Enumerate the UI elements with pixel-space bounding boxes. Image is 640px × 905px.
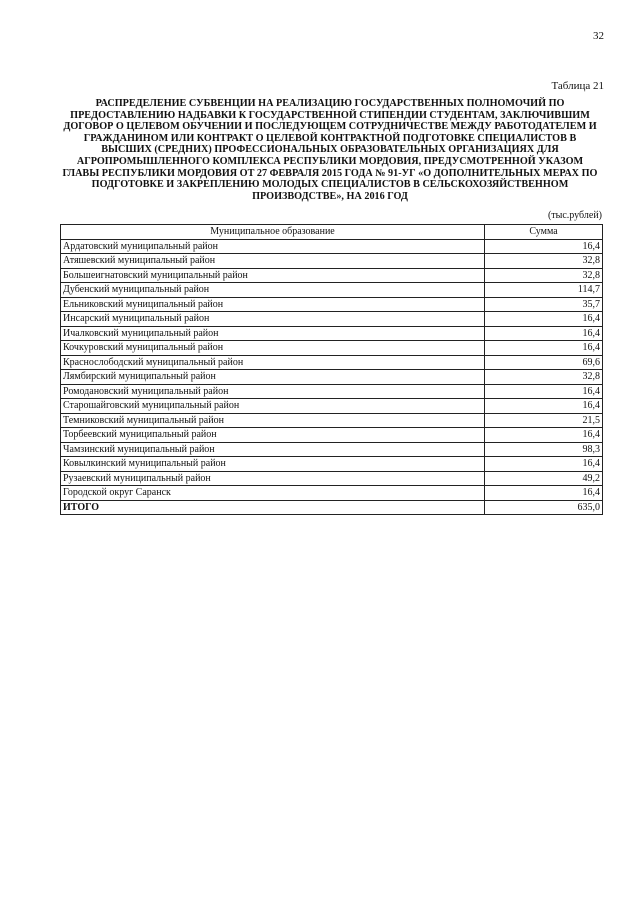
table-row xyxy=(61,268,603,283)
municipality-name: Кочкуровский муниципальный район xyxy=(61,341,485,356)
table-row xyxy=(61,283,603,298)
municipality-name: Лямбирский муниципальный район xyxy=(61,370,485,385)
total-row xyxy=(61,500,603,515)
sum-value: 69,6 xyxy=(485,355,603,370)
sum-value: 35,7 xyxy=(485,297,603,312)
table-row xyxy=(61,399,603,414)
table-row xyxy=(61,326,603,341)
sum-value: 16,4 xyxy=(485,399,603,414)
sum-value: 98,3 xyxy=(485,442,603,457)
header-sum: Сумма xyxy=(485,225,603,240)
table-row xyxy=(61,384,603,399)
table-row xyxy=(61,486,603,501)
sum-value: 16,4 xyxy=(485,384,603,399)
municipality-name: Ромодановский муниципальный район xyxy=(61,384,485,399)
municipality-name: Краснослободский муниципальный район xyxy=(61,355,485,370)
table-row xyxy=(61,428,603,443)
municipality-name: Ковылкинский муниципальный район xyxy=(61,457,485,472)
municipality-name: Рузаевский муниципальный район xyxy=(61,471,485,486)
sum-value: 16,4 xyxy=(485,428,603,443)
table-row xyxy=(61,457,603,472)
sum-value: 32,8 xyxy=(485,370,603,385)
municipality-name: Дубенский муниципальный район xyxy=(61,283,485,298)
total-label: ИТОГО xyxy=(61,500,485,515)
sum-value: 16,4 xyxy=(485,239,603,254)
page-number: 32 xyxy=(593,30,604,42)
municipality-name: Атяшевский муниципальный район xyxy=(61,254,485,269)
sum-value: 114,7 xyxy=(485,283,603,298)
sum-value: 32,8 xyxy=(485,254,603,269)
subvention-table-container xyxy=(60,224,602,515)
sum-value: 32,8 xyxy=(485,268,603,283)
table-row xyxy=(61,297,603,312)
municipality-name: Ардатовский муниципальный район xyxy=(61,239,485,254)
municipality-name: Инсарский муниципальный район xyxy=(61,312,485,327)
sum-value: 21,5 xyxy=(485,413,603,428)
total-value: 635,0 xyxy=(485,500,603,515)
sum-value: 16,4 xyxy=(485,341,603,356)
table-row xyxy=(61,341,603,356)
table-body xyxy=(61,239,603,515)
sum-value: 16,4 xyxy=(485,457,603,472)
table-row xyxy=(61,239,603,254)
municipality-name: Ичалковский муниципальный район xyxy=(61,326,485,341)
table-row xyxy=(61,254,603,269)
header-municipality: Муниципальное образование xyxy=(61,225,485,240)
table-row xyxy=(61,442,603,457)
subvention-table xyxy=(60,224,603,515)
municipality-name: Старошайговский муниципальный район xyxy=(61,399,485,414)
table-row xyxy=(61,312,603,327)
units-label: (тыс.рублей) xyxy=(547,210,602,221)
municipality-name: Городской округ Саранск xyxy=(61,486,485,501)
table-label: Таблица 21 xyxy=(551,80,604,92)
sum-value: 16,4 xyxy=(485,486,603,501)
table-row xyxy=(61,370,603,385)
municipality-name: Темниковский муниципальный район xyxy=(61,413,485,428)
sum-value: 16,4 xyxy=(485,312,603,327)
table-header-row xyxy=(61,225,603,240)
sum-value: 16,4 xyxy=(485,326,603,341)
municipality-name: Чамзинский муниципальный район xyxy=(61,442,485,457)
table-row xyxy=(61,355,603,370)
document-title: РАСПРЕДЕЛЕНИЕ СУБВЕНЦИИ НА РЕАЛИЗАЦИЮ ГОСУДАРСТВЕННЫХ ПОЛНОМОЧИЙ ПО ПРЕДОСТАВЛЕНИЮ НАДБАВКИ К ГОСУДАРСТВЕННОЙ СТИПЕНДИИ СТУДЕНТАМ, ЗАКЛЮЧИВШИМ ДОГОВОР О ЦЕЛЕВОМ ОБУЧЕНИИ И ПОСЛЕДУЮЩЕМ СОТРУДНИЧЕСТВЕ МЕЖДУ РАБОТОДАТЕЛЕМ И ГРАЖДАНИНОМ ИЛИ КОНТРАКТ О ЦЕЛЕВОЙ КОНТРАКТНОЙ ПОДГОТОВКЕ СПЕЦИАЛИСТОВ В ВЫСШИХ (СРЕДНИХ) ПРОФЕССИОНАЛЬНЫХ ОБРАЗОВАТЕЛЬНЫХ ОРГАНИЗАЦИЯХ ДЛЯ АГРОПРОМЫШЛЕННОГО КОМПЛЕКСА РЕСПУБЛИКИ МОРДОВИЯ, ПРЕДУСМОТРЕННОЙ УКАЗОМ ГЛАВЫ РЕСПУБЛИКИ МОРДОВИЯ ОТ 27 ФЕВРАЛЯ 2015 ГОДА № 91-УГ «О ДОПОЛНИТЕЛЬНЫХ МЕРАХ ПО ПОДГОТОВКЕ И ЗАКРЕПЛЕНИЮ МОЛОДЫХ СПЕЦИАЛИСТОВ В СЕЛЬСКОХОЗЯЙСТВЕННОМ ПРОИЗВОДСТВЕ», НА 2016 ГОД xyxy=(62,98,598,202)
municipality-name: Большеигнатовский муниципальный район xyxy=(61,268,485,283)
municipality-name: Ельниковский муниципальный район xyxy=(61,297,485,312)
sum-value: 49,2 xyxy=(485,471,603,486)
table-row xyxy=(61,413,603,428)
municipality-name: Торбеевский муниципальный район xyxy=(61,428,485,443)
table-row xyxy=(61,471,603,486)
